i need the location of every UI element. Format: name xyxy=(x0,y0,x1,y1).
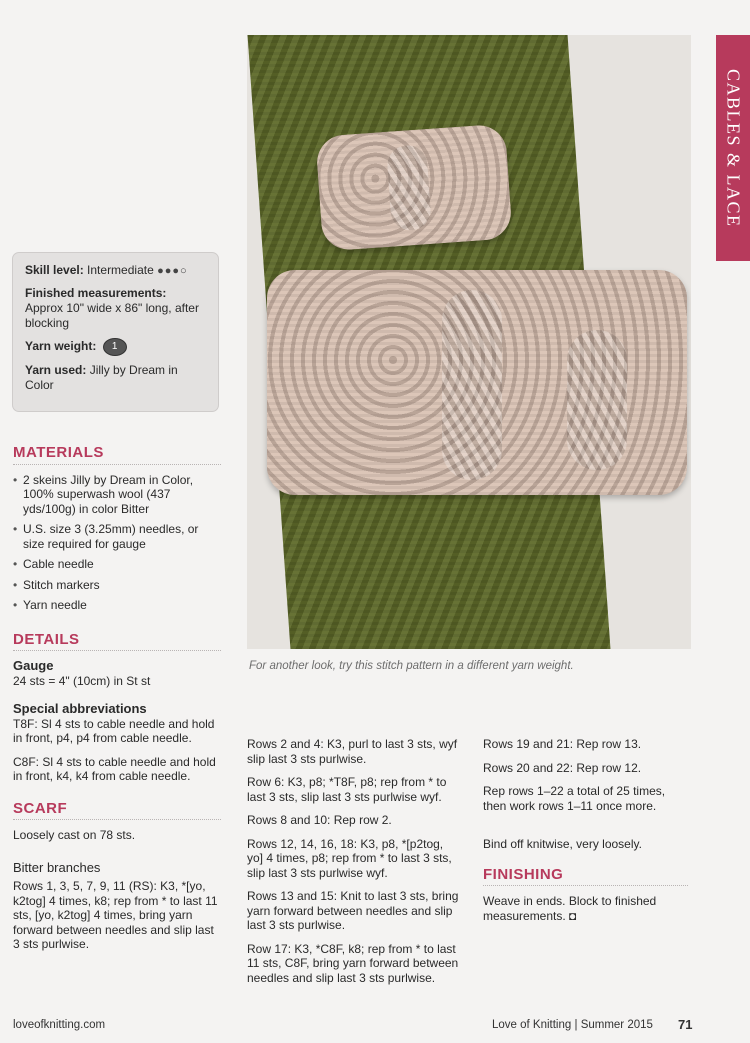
list-item: • Yarn needle xyxy=(13,598,221,613)
finishing-heading: FINISHING xyxy=(483,868,688,887)
row-instruction: Row 6: K3, p8; *T8F, p8; rep from * to last 3 sts, slip last 3 sts purlwise wyf. xyxy=(247,775,447,804)
finished-measurements: Finished measurements: Approx 10" wide x 86" long, after blocking xyxy=(25,286,199,330)
section-tab xyxy=(716,35,750,261)
pattern-subheading: Bitter branches xyxy=(13,859,101,875)
list-item: • U.S. size 3 (3.25mm) needles, or size required for gauge xyxy=(13,522,221,551)
knitting-photo xyxy=(247,35,691,649)
row-instruction: Rows 19 and 21: Rep row 13. xyxy=(483,737,642,751)
yarn-ball-icon: 1 xyxy=(103,338,127,356)
skill-info-box xyxy=(12,252,219,412)
skill-level: Skill level: Intermediate ●●●○ xyxy=(25,263,188,277)
abbreviations-heading: Special abbreviations xyxy=(13,701,147,716)
row-instruction: Rows 8 and 10: Rep row 2. xyxy=(247,813,392,827)
bind-off-text: Bind off knitwise, very loosely. xyxy=(483,837,642,851)
row-instruction: Rows 20 and 22: Rep row 12. xyxy=(483,760,642,775)
yarn-used: Yarn used: Jilly by Dream in Color xyxy=(25,363,178,392)
skill-dots-icon: ●●●○ xyxy=(157,265,188,277)
materials-list xyxy=(13,473,221,613)
gauge-text: 24 sts = 4" (10cm) in St st xyxy=(13,673,151,688)
large-lace-swatch-image xyxy=(267,270,687,495)
list-item: • Stitch markers xyxy=(13,578,221,593)
row-instruction: Rows 1, 3, 5, 7, 9, 11 (RS): K3, *[yo, k2tog] 4 times, k8; rep from * to last 11 sts, [yo, k2tog] 4 times, bring yarn forward between needles and slip last 3 sts purlwise. xyxy=(13,879,218,951)
row-instruction: Rows 12, 14, 16, 18: K3, p8, *[p2tog, yo] 4 times, p8; rep from * to last 3 sts, slip last 3 sts purlwise wyf. xyxy=(247,836,452,880)
page-number: 71 xyxy=(678,1017,693,1032)
cast-on-text: Loosely cast on 78 sts. xyxy=(13,828,136,842)
row-instruction: Rows 2 and 4: K3, purl to last 3 sts, wyf slip last 3 sts purlwise. xyxy=(247,737,458,766)
scarf-heading: SCARF xyxy=(13,802,221,821)
yarn-weight: Yarn weight: 1 xyxy=(25,338,206,356)
abbreviation-c8f: C8F: Sl 4 sts to cable needle and hold in front, k4, k4 from cable needle. xyxy=(13,754,216,783)
abbreviation-t8f: T8F: Sl 4 sts to cable needle and hold in front, p4, p4 from cable needle. xyxy=(13,716,215,745)
section-tab-label: CABLES & LACE xyxy=(723,68,744,228)
row-instruction: Rows 13 and 15: Knit to last 3 sts, bring yarn forward between needles and slip last 3 sts purlwise. xyxy=(247,889,459,932)
materials-heading: MATERIALS xyxy=(13,446,221,465)
column-right xyxy=(483,737,688,923)
row-instruction: Rep rows 1–22 a total of 25 times, then work rows 1–11 once more. xyxy=(483,784,666,813)
list-item: • Cable needle xyxy=(13,557,221,572)
footer-website: loveofknitting.com xyxy=(13,1019,106,1031)
end-mark-icon: ◘ xyxy=(569,908,577,923)
details-heading: DETAILS xyxy=(13,633,221,652)
photo-caption: For another look, try this stitch pattern in a different yarn weight. xyxy=(249,660,574,672)
footer-issue: Love of Knitting | Summer 2015 xyxy=(492,1019,653,1031)
row-instruction: Row 17: K3, *C8F, k8; rep from * to last 11 sts, C8F, bring yarn forward between needles and slip last 3 sts purlwise. xyxy=(247,941,459,985)
finishing-text: Weave in ends. Block to finished measurements. ◘ xyxy=(483,894,657,923)
small-lace-swatch-image xyxy=(315,124,513,252)
column-middle xyxy=(247,737,461,985)
gauge-heading: Gauge xyxy=(13,658,54,673)
list-item: • 2 skeins Jilly by Dream in Color, 100% superwash wool (437 yds/100g) in color Bitter xyxy=(13,473,221,517)
column-left xyxy=(13,446,221,952)
